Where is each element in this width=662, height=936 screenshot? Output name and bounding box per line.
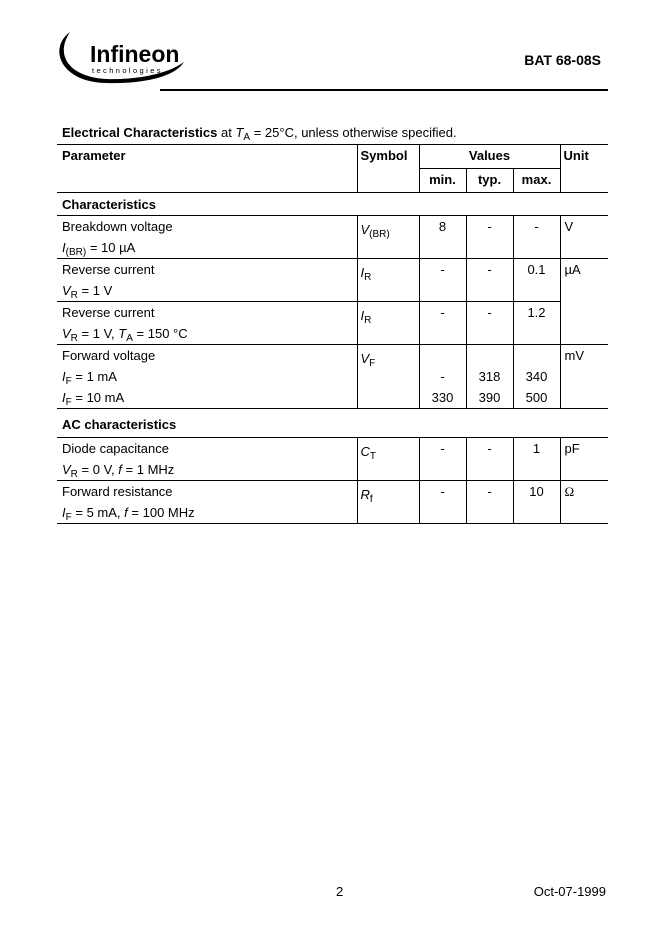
section-row (57, 409, 608, 438)
min-value: - (440, 262, 445, 277)
page-number: 2 (336, 884, 344, 899)
param-name: Reverse current (62, 305, 155, 320)
section-characteristics: Characteristics (62, 197, 156, 212)
min-value: - (440, 484, 445, 499)
header-symbol: Symbol (357, 145, 419, 193)
symbol-cell: $V_F$ (357, 345, 419, 409)
symbol-cell: $R_f$ (357, 481, 419, 524)
header-typ: typ. (466, 169, 513, 193)
table-row (57, 216, 608, 259)
typ-value: - (487, 305, 492, 320)
param-name: Diode capacitance (62, 441, 169, 456)
typ-value: - (487, 441, 492, 456)
symbol-cell: $C_T$ (357, 438, 419, 481)
typ-value: 390 (478, 390, 501, 405)
electrical-characteristics-table (57, 144, 608, 524)
symbol-cell: $V_{(BR)}$ (357, 216, 419, 259)
table-row (57, 345, 608, 409)
caption-at: at (221, 125, 232, 140)
table-row (57, 438, 608, 481)
unit-value: mV (564, 348, 584, 363)
min-value: - (440, 441, 445, 456)
footer-date: Oct-07-1999 (533, 884, 606, 899)
min-value: - (440, 369, 445, 384)
param-condition: $V_R = 0$ V, f = 1 MHz (62, 462, 175, 480)
max-value: 1 (532, 441, 541, 456)
max-value: 1.2 (527, 305, 546, 320)
param-name: Forward resistance (62, 484, 173, 499)
header-unit: Unit (560, 145, 608, 193)
min-value: 330 (431, 390, 454, 405)
caption-cond-rest: = 25°C, unless otherwise specified. (253, 125, 457, 140)
caption-cond-var: T (235, 125, 244, 140)
table-row (57, 302, 608, 345)
header-row (57, 145, 608, 169)
table-row (57, 259, 608, 302)
max-value: 340 (525, 369, 548, 384)
param-condition: $I_F = 1$ mA (62, 369, 117, 387)
param-condition: $V_R = 1$ V (62, 283, 113, 301)
header-max: max. (513, 169, 560, 193)
unit-value: V (564, 219, 574, 234)
unit-value: µA (564, 262, 581, 277)
typ-value: - (487, 262, 492, 277)
caption-title: Electrical Characteristics (62, 125, 218, 140)
logo-tagline: technologies (92, 66, 163, 75)
param-name: Reverse current (62, 262, 155, 277)
header-min: min. (419, 169, 466, 193)
caption-cond-sub: A (243, 132, 251, 143)
unit-value: pF (564, 441, 580, 456)
param-condition: $I_F = 10$ mA (62, 390, 125, 408)
infineon-logo (56, 26, 186, 92)
min-value: 8 (438, 219, 447, 234)
typ-value: - (487, 484, 492, 499)
max-value: - (534, 219, 539, 234)
max-value: 500 (525, 390, 548, 405)
max-value: 10 (529, 484, 544, 499)
param-condition: $I_{(BR)} = 10$ µA (62, 240, 136, 258)
logo-wordmark: Infineon (90, 41, 180, 67)
header-parameter: Parameter (62, 148, 126, 163)
unit-value: Ω (564, 484, 575, 499)
header-rule (160, 89, 608, 91)
symbol-cell: $I_R$ (357, 259, 419, 302)
param-condition: $V_R = 1$ V, $T_A = 150$ °C (62, 326, 188, 344)
typ-value: - (487, 219, 492, 234)
param-name: Breakdown voltage (62, 219, 173, 234)
param-condition: $I_F = 5$ mA, f = 100 MHz (62, 505, 195, 523)
section-row (57, 193, 608, 216)
max-value: 0.1 (527, 262, 546, 277)
header-values: Values (419, 145, 560, 169)
table-caption (62, 125, 457, 143)
section-ac-characteristics: AC characteristics (62, 417, 177, 432)
symbol-cell: $I_R$ (357, 302, 419, 345)
part-number: BAT 68-08S (524, 52, 601, 68)
min-value: - (440, 305, 445, 320)
typ-value: 318 (478, 369, 501, 384)
table-row (57, 481, 608, 524)
param-name: Forward voltage (62, 348, 156, 363)
